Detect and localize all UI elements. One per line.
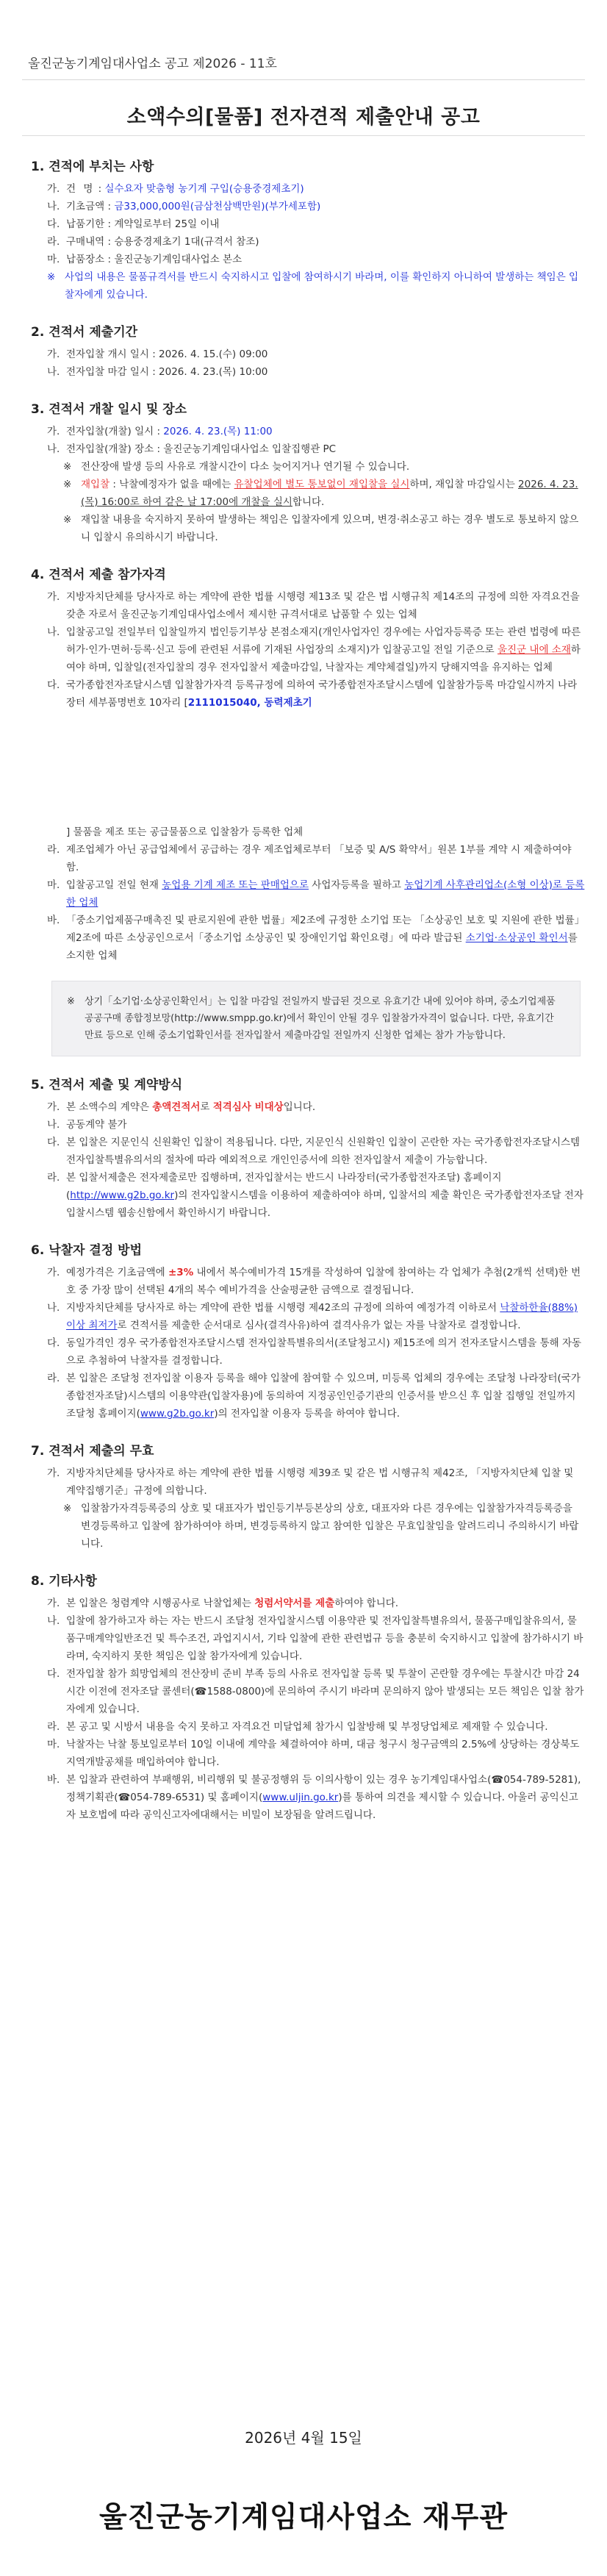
list-item: 다. 국가종합전자조달시스템 입찰참가자격 등록규정에 의하여 국가종합전자조달시스템에 입찰참가등록 마감일시까지 나라장터 세부품명번호 10자리 [2111015040, 동력제초기 ] 물품을 제조 또는 공급물품으로 입찰참가 등록한 업체 [47, 679, 578, 838]
page-title: 소액수의[물품] 전자견적 제출안내 공고 [126, 106, 481, 129]
info-box: ※ 상기「소기업·소상공인확인서」는 입찰 마감일 전일까지 발급된 것으로 유효기간 내에 있어야 하며, 중소기업제품 공공구매 종합정보망(http://www.smpp.go.kr)에서 확인이 안될 경우 입찰참가자격이 없습니다. 다만, 유효기간 만료 등으로 인해 중소기업확인서를 전자입찰서 제출마감일 전일까지 신청한 업체는 참가 가능합니다. [51, 981, 581, 1056]
notice-note: ※ 입찰참가자격등록증의 상호 및 대표자가 법인등기부등본상의 상호, 대표자와 다른 경우에는 입찰참가자격등록증을 변경등록하고 입찰에 참가하여야 하며, 변경등록하지 않고 참여한 입찰은 무효입찰임을 알려드리니 주의하시기 바랍니다. [63, 1503, 579, 1550]
list-item: 마. 낙찰자는 낙찰 통보일로부터 10일 이내에 계약을 체결하여야 하며, 대금 청구시 청구금액의 2.5%에 상당하는 경상북도지역개발공채를 매입하여야 합니다. [47, 1739, 580, 1768]
notice-number: 울진군농기계임대사업소 공고 제2026 - 11호 [28, 57, 277, 71]
section-heading: 8. 기타사항 [31, 1574, 97, 1589]
list-item: 라. 제조업체가 아닌 공급업체에서 공급하는 경우 제조업체로부터 「보증 및 A/S 확약서」원본 1부를 계약 시 제출하여야 함. [47, 844, 572, 873]
list-item: 나. 입찰에 참가하고자 하는 자는 반드시 조달청 전자입찰시스템 이용약관 및 전자입찰특별유의서, 물품구매입찰유의서, 물품구매계약일반조건 및 특수조건, 과업지시서, 기타 입찰에 관한 관련법규 등을 충분히 숙지하시고 입찰에 참가하시기 바라며, 숙지하지 못한 책임은 입찰 참가자에게 있습니다. [47, 1615, 583, 1662]
item-name: 가. 건 명 : 실수요자 맞춤형 농기계 구입(승용중경제초기) [47, 183, 304, 195]
list-item: 바. 「중소기업제품구매촉진 및 판로지원에 관한 법률」제2조에 규정한 소기업 또는 「소상공인 보호 및 지원에 관한 법률」제2조에 따른 소상공인으로서「중소기업 소상공인 및 장애인기업 확인요령」에 따라 발급된 소기업·소상공인 확인서를 소지한 업체 [47, 915, 585, 962]
list-item: 나. 지방자치단체를 당사자로 하는 계약에 관한 법률 시행령 제42조의 규정에 의하여 예정가격 이하로서 낙찰하한율(88%) 이상 최저가로 견적서를 제출한 순서대로 심사(결격사유)하여 결격사유가 없는 자를 낙찰자로 결정합니다. [47, 1302, 578, 1331]
list-item: 나. 전자입찰 마감 일시 : 2026. 4. 23.(목) 10:00 [47, 366, 268, 378]
section-heading: 6. 낙찰자 결정 방법 [31, 1243, 142, 1258]
list-item: 다. 전자입찰 참가 희망업체의 전산장비 준비 부족 등의 사유로 전자입찰 등록 및 투찰이 곤란할 경우에는 투찰시간 마감 24시간 이전에 전자조달 콜센터(☎1588-0800)에 문의하여 주시기 바라며 문의하지 않아 발생되는 모든 책임은 입찰 참가자에게 있습니다. [47, 1668, 584, 1715]
notice-note: ※ 재입찰 내용을 숙지하지 못하여 발생하는 책임은 입찰자에게 있으며, 변경·취소공고 하는 경우 별도로 통보하지 않으니 입찰시 유의하시기 바랍니다. [63, 514, 579, 543]
notice-date: 2026년 4월 15일 [245, 2429, 362, 2447]
list-item: 가. 전자입찰(개찰) 일시 : 2026. 4. 23.(목) 11:00 [47, 426, 273, 437]
list-item: 가. 본 입찰은 청렴계약 시행공사로 낙찰업체는 청렴서약서를 제출하여야 합니다. [47, 1598, 399, 1609]
item-deadline: 다. 납품기한 : 계약일로부터 25일 이내 [47, 218, 220, 230]
section-items [22, 156, 585, 304]
notice-note: ※ 재입찰 : 낙찰예정자가 없을 때에는 유찰업체에 별도 통보없이 재입찰을 실시하며, 재입찰 마감일시는 2026. 4. 23.(목) 16:00로 하여 같은 날 17:00에 개찰을 실시합니다. [63, 479, 578, 508]
list-item: 나. 공동계약 불가 [47, 1119, 127, 1131]
list-item: 나. 전자입찰(개찰) 장소 : 울진군농기계임대사업소 입찰집행관 PC [47, 443, 337, 455]
section-submission-period [22, 321, 585, 381]
item-delivery-place: 마. 납품장소 : 울진군농기계임대사업소 본소 [47, 254, 243, 265]
section-heading: 1. 견적에 부치는 사항 [31, 160, 154, 174]
notice-note: ※ 사업의 내용은 물품규격서를 반드시 숙지하시고 입찰에 참여하시기 바라며, 이를 확인하지 아니하여 발생하는 책임은 입찰자에게 있습니다. [47, 271, 579, 301]
section-eligibility [22, 564, 585, 1056]
section-invalid [22, 1440, 585, 1553]
uljin-link[interactable]: www.uljin.go.kr [262, 1792, 339, 1803]
section-contract-method [22, 1074, 585, 1222]
g2b-link[interactable]: www.g2b.go.kr [140, 1408, 215, 1420]
section-opening [22, 398, 585, 546]
list-item: 라. 본 입찰은 조달청 전자입찰 이용자 등록을 해야 입찰에 참여할 수 있으며, 미등록 업체의 경우에는 조달청 나라장터(국가종합전자조달)시스템의 이용약관(입찰자용)에 동의하여 지정공인인증기관의 인증서를 받으신 후 입찰 집행일 전일까지 조달청 홈페이지(www.g2b.go.kr)의 전자입찰 이용자 등록을 하여야 합니다. [47, 1373, 581, 1420]
title-divider [22, 135, 585, 136]
list-item: 라. 본 공고 및 시방서 내용을 숙지 못하고 자격요건 미달업체 참가시 입찰방해 및 부정당업체로 제재할 수 있습니다. [47, 1721, 548, 1733]
issuer-name: 울진군농기계임대사업소 재무관 [98, 2501, 508, 2534]
list-item: 라. 본 입찰서제출은 전자제출로만 집행하며, 전자입찰서는 반드시 나라장터(국가종합전자조달) 홈페이지(http://www.g2b.go.kr)의 전자입찰시스템을 이용하여 제출하여야 하며, 입찰서의 제출 확인은 국가종합전자조달 전자입찰시스템 웹송신함에서 확인하시기 바랍니다. [47, 1172, 583, 1219]
notice-note: ※ 전산장애 발생 등의 사유로 개찰시간이 다소 늦어지거나 연기될 수 있습니다. [63, 461, 410, 473]
list-item: 다. 본 입찰은 지문인식 신원확인 입찰이 적용됩니다. 다만, 지문인식 신원확인 입찰이 곤란한 자는 국가종합전자조달시스템전자입찰특별유의서의 절차에 따라 예외적으로 개인인증서에 의한 전자입찰서 제출이 가능합니다. [47, 1137, 581, 1166]
item-base-price: 나. 기초금액 : 금33,000,000원(금삼천삼백만원)(부가세포함) [47, 201, 321, 212]
list-item: 가. 지방자치단체를 당사자로 하는 계약에 관한 법률 시행령 제13조 및 같은 법 시행규칙 제14조의 규정에 의한 자격요건을 갖춘 자로서 울진군농기계임대사업소에서 제시한 규격서대로 납품할 수 있는 업체 [47, 591, 580, 620]
list-item: 가. 전자입찰 개시 일시 : 2026. 4. 15.(수) 09:00 [47, 348, 268, 360]
list-item: 가. 본 소액수의 계약은 총액견적서로 적격심사 비대상입니다. [47, 1101, 316, 1113]
notice-body [22, 138, 585, 1824]
list-item: 바. 본 입찰과 관련하여 부패행위, 비리행위 및 불공정행위 등 이의사항이 있는 경우 농기계임대사업소(☎054-789-5281), 정책기획관(☎054-789-6531) 및 홈페이지(www.uljin.go.kr)를 통하여 의견을 제시할 수 있습니다. 아울러 공익신고자 보호법에 따라 공익신고자에대해서는 비밀이 보장됨을 알려드립니다. [47, 1774, 581, 1821]
section-heading: 7. 견적서 제출의 무효 [31, 1444, 154, 1459]
section-misc [22, 1570, 585, 1824]
list-item: 나. 입찰공고일 전일부터 입찰일까지 법인등기부상 본점소재지(개인사업자인 경우에는 사업자등록증 또는 관련 법령에 따른 허가·인가·면허·등록·신고 등에 관련된 서류에 기재된 사업장의 소재지)가 입찰공고일 전일 기준으로 울진군 내에 소재하여야 하며, 입찰일(전자입찰의 경우 전자입찰서 제출마감일, 낙찰자는 계약체결일)까지 당해지역을 유지하는 업체 [47, 626, 581, 673]
header-divider [22, 79, 585, 80]
list-item: 가. 지방자치단체를 당사자로 하는 계약에 관한 법률 시행령 제39조 및 같은 법 시행규칙 제42조, 「지방자치단체 입찰 및 계약집행기준」규정에 의합니다. [47, 1467, 574, 1497]
list-item: 다. 동일가격인 경우 국가종합전자조달시스템 전자입찰특별유의서(조달청고시) 제15조에 의거 전자조달시스템을 통해 자동으로 추첨하여 낙찰자를 결정합니다. [47, 1337, 582, 1367]
section-heading: 5. 견적서 제출 및 계약방식 [31, 1078, 183, 1092]
item-purchase: 라. 구매내역 : 승용중경제초기 1대(규격서 참조) [47, 236, 259, 248]
section-heading: 4. 견적서 제출 참가자격 [31, 568, 166, 582]
section-heading: 2. 견적서 제출기간 [31, 325, 138, 340]
list-item: 마. 입찰공고일 전일 현재 농업용 기계 제조 또는 판매업으로 사업자등록을 필하고 농업기계 사후관리업소(소형 이상)로 등록한 업체 [47, 879, 585, 909]
section-award [22, 1239, 585, 1423]
section-heading: 3. 견적서 개찰 일시 및 장소 [31, 402, 187, 417]
list-item: 가. 예정가격은 기초금액에 ±3% 내에서 복수예비가격 15개를 작성하여 입찰에 참여하는 각 업체가 추첨(2개씩 선택)한 번호 중 가장 많이 선택된 4개의 복수 예비가격을 산술평균한 금액으로 결정됩니다. [47, 1267, 581, 1296]
g2b-link[interactable]: http://www.g2b.go.kr [70, 1189, 175, 1201]
